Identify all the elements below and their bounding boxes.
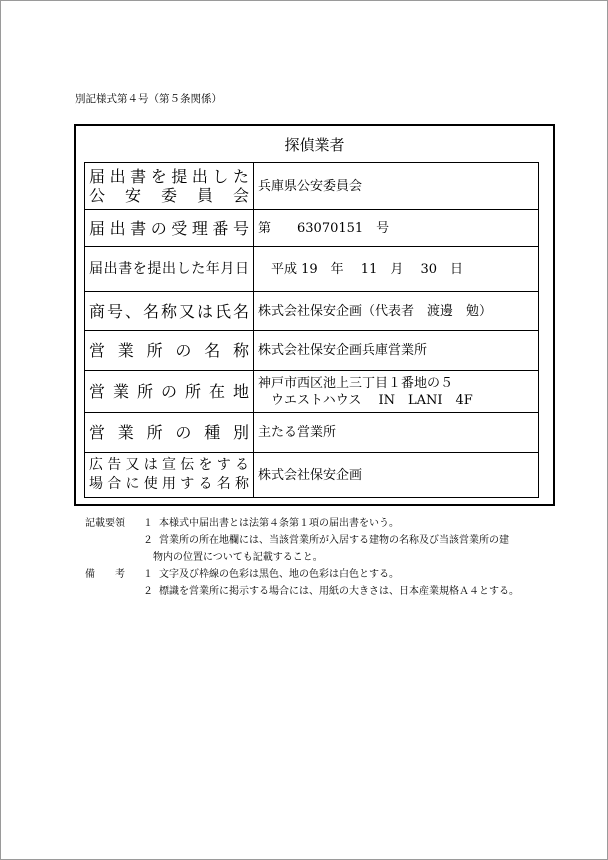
label-trade-name: 商号、名称又は氏名 [85, 292, 254, 331]
kisai-heading: 記載要領 [85, 518, 125, 529]
label-office-address: 営 業 所 の 所 在 地 [85, 371, 254, 413]
sign-title: 探偵業者 [284, 136, 345, 154]
sign-frame [74, 124, 555, 506]
value-advertising-name: 株式会社保安企画 [254, 453, 539, 498]
note-biko-2: ２ 標識を営業所に掲示する場合には、用紙の大きさは、日本産業規格Ａ４とする。 [143, 586, 519, 597]
note-kisai-2-cont: 物内の位置についても記載すること。 [153, 552, 323, 563]
table-row [85, 453, 539, 498]
value-office-name: 株式会社保安企画兵庫営業所 [254, 331, 539, 371]
value-office-type: 主たる営業所 [254, 413, 539, 453]
label-office-name: 営 業 所 の 名 称 [85, 331, 254, 371]
biko-heading: 備 考 [85, 569, 125, 580]
table-row [85, 371, 539, 413]
registration-table [84, 162, 539, 498]
table-row [85, 292, 539, 331]
value-receipt-number: 第 63070151 号 [254, 210, 539, 247]
form-caption: 別記様式第４号（第５条関係） [75, 93, 222, 105]
label-receipt-number: 届出書の受理番号 [85, 210, 254, 247]
table-row [85, 331, 539, 371]
note-kisai-2: ２ 営業所の所在地欄には、当該営業所が入居する建物の名称及び当該営業所の建 [143, 535, 509, 546]
table-row [85, 247, 539, 292]
label-public-safety-commission: 届出書を提出した 公 安 委 員 会 [85, 163, 254, 210]
value-submission-date: 平成 19 年 11 月 30 日 [254, 247, 539, 292]
value-trade-name: 株式会社保安企画（代表者 渡邊 勉） [254, 292, 539, 331]
note-kisai-1: 記載要領 １ 本様式中届出書とは法第４条第１項の届出書をいう。 [85, 515, 555, 532]
label-advertising-name: 広告又は宣伝をする 場合に使用する名称 [85, 453, 254, 498]
table-row [85, 210, 539, 247]
label-office-type: 営 業 所 の 種 別 [85, 413, 254, 453]
value-office-address: 神戸市西区池上三丁目１番地の５ ウエストハウス IN LANI 4F [254, 371, 539, 413]
value-public-safety-commission: 兵庫県公安委員会 [254, 163, 539, 210]
notes-section [85, 515, 555, 600]
table-row [85, 163, 539, 210]
label-submission-date: 届出書を提出した年月日 [85, 247, 254, 292]
table-row [85, 413, 539, 453]
note-biko-1: 備 考 １ 文字及び枠線の色彩は黒色、地の色彩は白色とする。 [85, 566, 555, 583]
